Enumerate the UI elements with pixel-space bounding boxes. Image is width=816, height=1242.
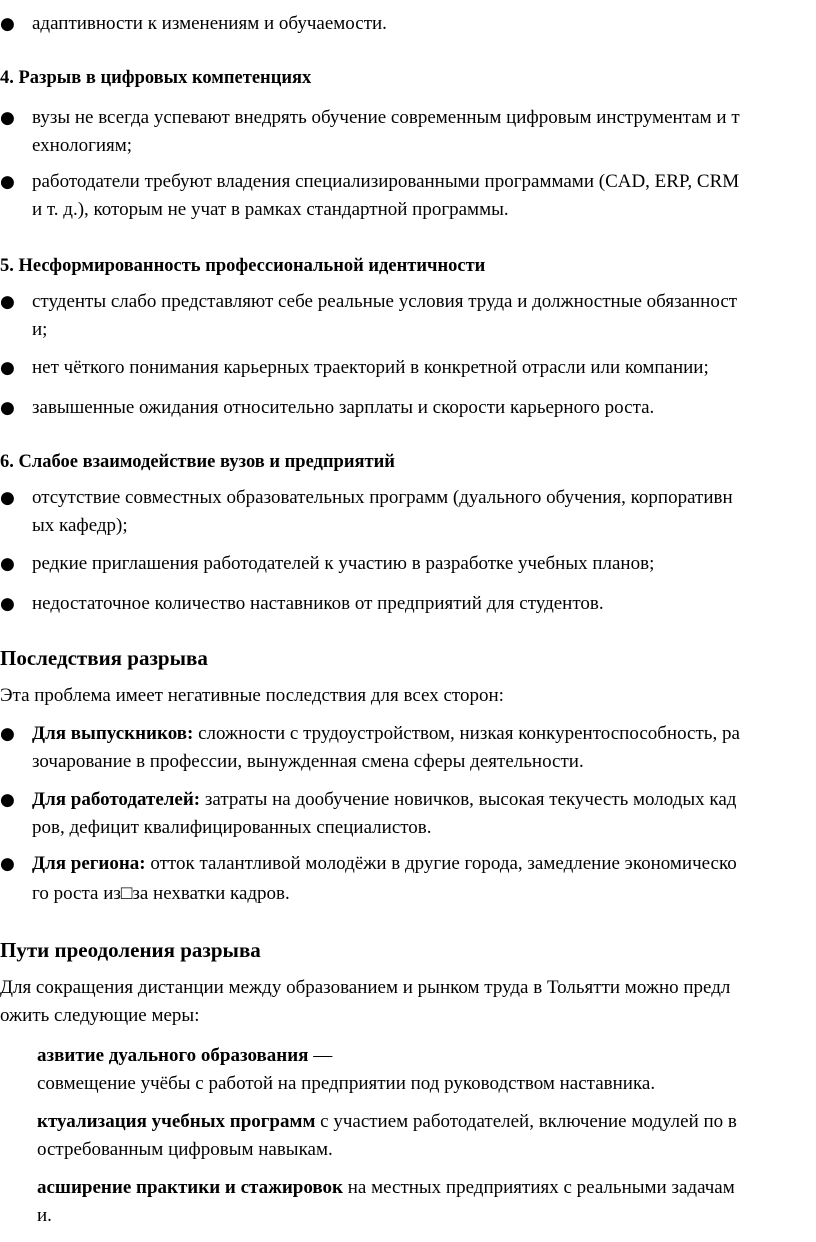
bullet-icon: ● [0, 358, 15, 378]
bullet-icon: ● [0, 14, 15, 34]
solution-item: и. [37, 1205, 52, 1226]
consequences-heading: Последствия разрыва [0, 646, 208, 670]
solution-item-lead: асширение практики и стажировок [37, 1177, 343, 1198]
solutions-intro: Для сокращения дистанции между образованием и рынком труда в Тольятти можно предл [0, 977, 731, 998]
list-item-text [32, 722, 740, 746]
solution-item-lead: азвитие дуального образования [37, 1045, 309, 1066]
list-item-rest: отток талантливой молодёжи в другие города, замедление экономическо [145, 853, 737, 874]
list-item-text: вузы не всегда успевают внедрять обучение современным цифровым инструментам и т [32, 107, 740, 128]
list-item-text: отсутствие совместных образовательных программ (дуального обучения, корпоративн [32, 487, 733, 508]
list-item-text [32, 852, 737, 876]
bullet-icon: ● [0, 398, 15, 418]
list-item-text: ров, дефицит квалифицированных специалистов. [32, 817, 432, 838]
solution-item: остребованным цифровым навыкам. [37, 1139, 333, 1160]
bullet-icon: ● [0, 554, 15, 574]
section-5-heading: 5. Несформированность профессиональной идентичности [0, 256, 486, 276]
section-4-heading: 4. Разрыв в цифровых компетенциях [0, 68, 312, 88]
list-item-text: го роста из□за нехватки кадров. [32, 883, 290, 904]
solutions-intro: ожить следующие меры: [0, 1005, 200, 1026]
bullet-icon: ● [0, 108, 15, 128]
solution-item [37, 1176, 735, 1200]
list-item-text: ых кафедр); [32, 515, 128, 536]
list-item-text: и т. д.), которым не учат в рамках стандартной программы. [32, 199, 509, 220]
solution-item [37, 1110, 737, 1134]
list-item-text: ехнологиям; [32, 135, 133, 156]
list-item-text [32, 788, 736, 812]
list-item-text: редкие приглашения работодателей к участию в разработке учебных планов; [32, 553, 655, 574]
list-item-lead: Для региона: [32, 853, 146, 874]
solution-item-rest: с участием работодателей, включение модулей по в [315, 1111, 737, 1132]
bullet-icon: ● [0, 488, 15, 508]
solution-item-lead: ктуализация учебных программ [37, 1111, 316, 1132]
bullet-icon: ● [0, 172, 15, 192]
bullet-icon: ● [0, 790, 15, 810]
list-item-lead: Для работодателей: [32, 789, 201, 810]
solution-item-rest: — [308, 1045, 333, 1066]
section-6-heading: 6. Слабое взаимодействие вузов и предприятий [0, 452, 395, 472]
list-item-text: студенты слабо представляют себе реальные условия труда и должностные обязанност [32, 291, 738, 312]
solutions-heading: Пути преодоления разрыва [0, 938, 261, 962]
bullet-icon: ● [0, 594, 15, 614]
solution-item: совмещение учёбы с работой на предприятии под руководством наставника. [37, 1073, 656, 1094]
list-item-text: и; [32, 319, 48, 340]
consequences-intro: Эта проблема имеет негативные последствия для всех сторон: [0, 685, 504, 706]
list-item-text: работодатели требуют владения специализированными программами (CAD, ERP, CRM [32, 171, 740, 192]
list-item-rest: затраты на дообучение новичков, высокая текучесть молодых кад [200, 789, 737, 810]
bullet-icon: ● [0, 724, 15, 744]
bullet-icon: ● [0, 854, 15, 874]
list-item-text: недостаточное количество наставников от предприятий для студентов. [32, 593, 604, 614]
list-item-text: адаптивности к изменениям и обучаемости. [32, 13, 387, 34]
bullet-icon: ● [0, 292, 15, 312]
solution-item-rest: на местных предприятиях с реальными задачам [342, 1177, 735, 1198]
list-item-text: зочарование в профессии, вынужденная смена сферы деятельности. [32, 751, 584, 772]
solution-item [37, 1044, 332, 1068]
list-item-text: завышенные ожидания относительно зарплаты и скорости карьерного роста. [32, 397, 655, 418]
list-item-rest: сложности с трудоустройством, низкая конкурентоспособность, ра [193, 723, 740, 744]
list-item-lead: Для выпускников: [32, 723, 194, 744]
list-item-text: нет чёткого понимания карьерных траекторий в конкретной отрасли или компании; [32, 357, 709, 378]
